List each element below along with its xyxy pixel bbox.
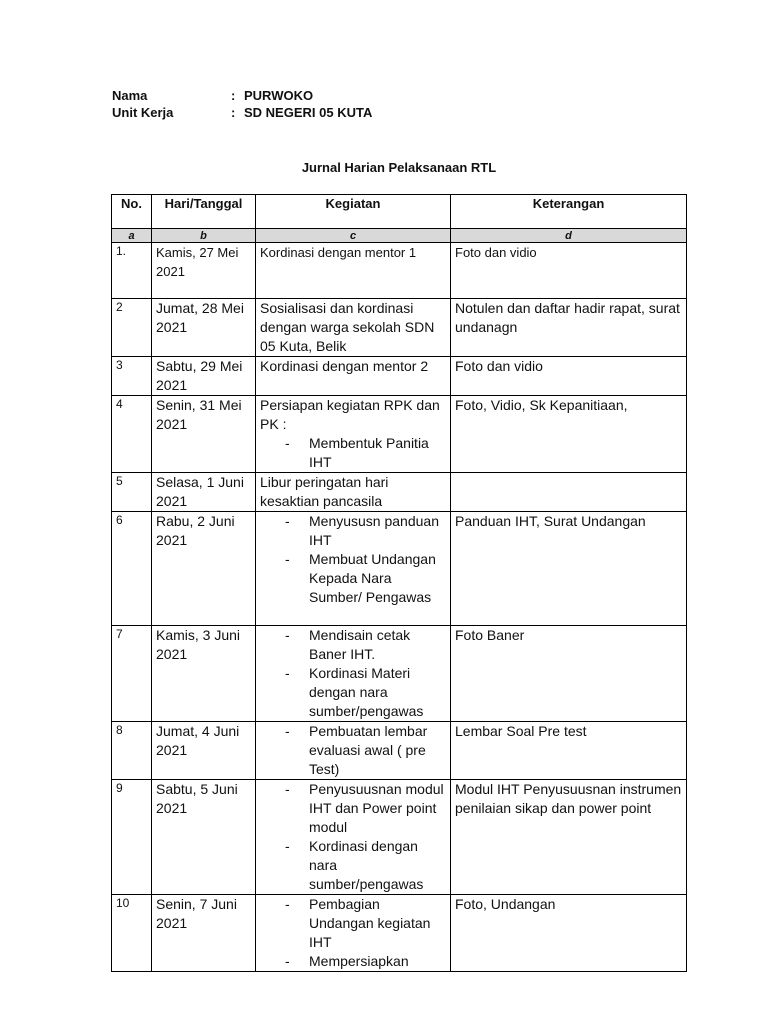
row-date: Senin, 31 Mei 2021: [152, 396, 256, 473]
row-note: Foto Baner: [451, 626, 687, 722]
row-number: 8: [112, 722, 152, 780]
row-date: Sabtu, 29 Mei 2021: [152, 357, 256, 396]
activity-list: [260, 895, 446, 971]
activity-list: [260, 626, 446, 721]
activity-item: - Mempersiapkan: [260, 952, 446, 971]
activity-list: [260, 722, 446, 779]
row-number: 6: [112, 512, 152, 626]
col-letter-c: c: [256, 229, 451, 243]
row-activity: Kordinasi dengan mentor 2: [256, 357, 451, 396]
row-note: Notulen dan daftar hadir rapat, surat undanagn: [451, 299, 687, 357]
row-date: Kamis, 3 Juni 2021: [152, 626, 256, 722]
unit-separator: :: [231, 105, 236, 120]
name-label: Nama: [112, 88, 148, 103]
row-date: Jumat, 28 Mei 2021: [152, 299, 256, 357]
row-date: Senin, 7 Juni 2021: [152, 895, 256, 972]
col-letter-b: b: [152, 229, 256, 243]
row-date: Sabtu, 5 Juni 2021: [152, 780, 256, 895]
table-row: [112, 895, 687, 972]
col-letter-a: a: [112, 229, 152, 243]
row-activity-cell: [256, 722, 451, 780]
row-number: 9: [112, 780, 152, 895]
col-letter-d: d: [451, 229, 687, 243]
row-note: Foto, Undangan: [451, 895, 687, 972]
activity-list: [260, 780, 446, 894]
table-row: [112, 512, 687, 626]
row-number: 7: [112, 626, 152, 722]
row-activity: Kordinasi dengan mentor 1: [256, 243, 451, 299]
activity-item: - Membuat Undangan Kepada Nara Sumber/ Pengawas: [260, 550, 446, 607]
activity-item: - Kordinasi Materi dengan nara sumber/pengawas: [260, 664, 446, 721]
activity-item: - Mendisain cetak Baner IHT.: [260, 626, 446, 664]
activity-item: - Kordinasi dengan nara sumber/pengawas: [260, 837, 446, 894]
row-number: 5: [112, 473, 152, 512]
activity-clip: [260, 895, 446, 971]
row-number: 3: [112, 357, 152, 396]
activity-item: - Pembuatan lembar evaluasi awal ( pre Test): [260, 722, 446, 779]
col-header-date: Hari/Tanggal: [152, 195, 256, 229]
table-row: [112, 396, 687, 473]
activity-list: [260, 434, 446, 472]
row-date: Jumat, 4 Juni 2021: [152, 722, 256, 780]
row-activity: Persiapan kegiatan RPK dan PK :: [260, 397, 440, 432]
row-activity-cell: [256, 512, 451, 626]
column-header-row: [112, 195, 687, 229]
activity-item: - Penyusuusnan modul IHT dan Power point modul: [260, 780, 446, 837]
row-number: 2: [112, 299, 152, 357]
table-row: [112, 473, 687, 512]
row-date: Selasa, 1 Juni 2021: [152, 473, 256, 512]
row-note: Modul IHT Penyusuusnan instrumen penilaian sikap dan power point: [451, 780, 687, 895]
row-note: Foto, Vidio, Sk Kepanitiaan,: [451, 396, 687, 473]
journal-title: Jurnal Harian Pelaksanaan RTL: [301, 160, 497, 175]
row-activity-cell: [256, 396, 451, 473]
row-number: 4: [112, 396, 152, 473]
row-activity-cell: [256, 626, 451, 722]
name-value: PURWOKO: [244, 88, 314, 103]
unit-label: Unit Kerja: [112, 105, 174, 120]
row-note: Panduan IHT, Surat Undangan: [451, 512, 687, 626]
row-note: Foto dan vidio: [451, 243, 687, 299]
row-note: Lembar Soal Pre test: [451, 722, 687, 780]
row-activity: Sosialisasi dan kordinasi dengan warga sekolah SDN 05 Kuta, Belik: [256, 299, 451, 357]
column-letter-row: [112, 229, 687, 243]
row-note: [451, 473, 687, 512]
table-row: [112, 299, 687, 357]
table-row: [112, 243, 687, 299]
col-header-note: Keterangan: [451, 195, 687, 229]
table-row: [112, 722, 687, 780]
row-note: Foto dan vidio: [451, 357, 687, 396]
row-activity-cell: [256, 895, 451, 972]
name-separator: :: [231, 88, 236, 103]
unit-line: [112, 105, 372, 120]
table-row: [112, 626, 687, 722]
activity-item: - Menyususn panduan IHT: [260, 512, 446, 550]
row-activity: Libur peringatan hari kesaktian pancasila: [256, 473, 451, 512]
activity-item: - Membentuk Panitia IHT: [260, 434, 446, 472]
row-activity-cell: [256, 780, 451, 895]
row-date: Rabu, 2 Juni 2021: [152, 512, 256, 626]
col-header-activity: Kegiatan: [256, 195, 451, 229]
journal-table: [111, 194, 687, 972]
table-row: [112, 357, 687, 396]
activity-item: - Pembagian Undangan kegiatan IHT: [260, 895, 446, 952]
row-number: 10: [112, 895, 152, 972]
activity-list: [260, 512, 446, 607]
table-row: [112, 780, 687, 895]
row-number: 1.: [112, 243, 152, 299]
unit-value: SD NEGERI 05 KUTA: [244, 105, 373, 120]
col-header-no: No.: [112, 195, 152, 229]
row-date: Kamis, 27 Mei 2021: [152, 243, 256, 299]
name-line: [112, 88, 313, 103]
